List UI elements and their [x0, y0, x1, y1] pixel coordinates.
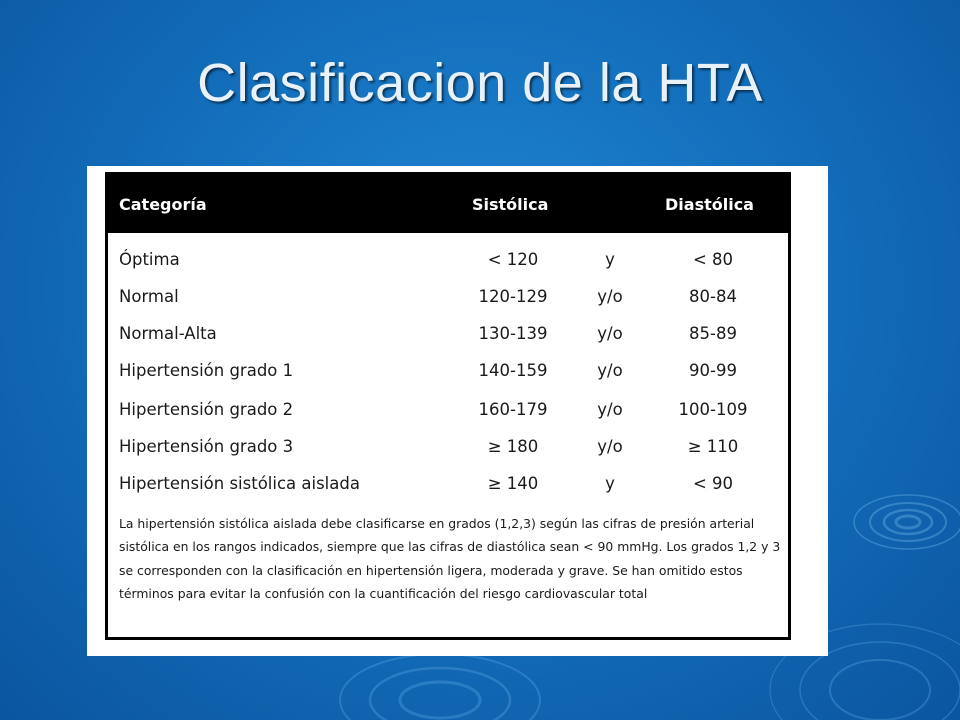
ripple-ring [340, 654, 540, 720]
conjunction-cell: y/o [597, 324, 623, 343]
header-category: Categoría [119, 195, 207, 214]
systolic-cell: < 120 [487, 250, 539, 269]
diastolic-cell: ≥ 110 [687, 437, 739, 456]
classification-table [105, 172, 791, 640]
table-header [108, 175, 788, 233]
ripple-ring [870, 503, 946, 541]
classification-table-image [87, 166, 828, 656]
diastolic-cell: 85-89 [689, 324, 737, 343]
header-diastolic: Diastólica [665, 195, 754, 214]
table-row [108, 400, 788, 430]
diastolic-cell: 80-84 [689, 287, 737, 306]
table-row [108, 250, 788, 280]
conjunction-cell: y/o [597, 437, 623, 456]
diastolic-cell: 100-109 [678, 400, 748, 419]
ripple-ring [854, 495, 960, 549]
diastolic-cell: 90-99 [689, 361, 737, 380]
systolic-cell: 140-159 [478, 361, 548, 380]
diastolic-cell: < 80 [692, 250, 734, 269]
table-row [108, 324, 788, 354]
ripple-ring [370, 668, 510, 720]
category-cell: Normal [119, 287, 179, 306]
systolic-cell: 120-129 [478, 287, 548, 306]
conjunction-cell: y/o [597, 287, 623, 306]
ripple-ring [884, 510, 932, 534]
category-cell: Hipertensión grado 1 [119, 361, 294, 380]
category-cell: Hipertensión sistólica aislada [119, 474, 360, 493]
conjunction-cell: y [605, 474, 615, 493]
category-cell: Hipertensión grado 3 [119, 437, 294, 456]
ripple-ring [896, 516, 920, 528]
systolic-cell: ≥ 140 [487, 474, 539, 493]
category-cell: Óptima [119, 250, 180, 269]
systolic-cell: 160-179 [478, 400, 548, 419]
table-row [108, 437, 788, 467]
ripple-ring [830, 660, 930, 720]
table-row [108, 361, 788, 391]
category-cell: Hipertensión grado 2 [119, 400, 294, 419]
conjunction-cell: y/o [597, 400, 623, 419]
slide-title: Clasificacion de la HTA [197, 53, 763, 113]
conjunction-cell: y/o [597, 361, 623, 380]
ripple-ring [400, 682, 480, 718]
conjunction-cell: y [605, 250, 615, 269]
category-cell: Normal-Alta [119, 324, 217, 343]
header-systolic: Sistólica [472, 195, 549, 214]
table-footnote: La hipertensión sistólica aislada debe clasificarse en grados (1,2,3) según las cifras de presión arterial sistólica en los rangos indicados, siempre que las cifras de diastólica sean < 90 mmHg. Los grados 1,2 y 3 se corresponden con la clasificación en hipertensión ligera, moderada y grave. Se han omitido estos términos para evitar la confusión con la cuantificación del riesgo cardiovascular total [119, 516, 781, 602]
table-row [108, 474, 788, 504]
diastolic-cell: < 90 [692, 474, 734, 493]
table-row [108, 287, 788, 317]
systolic-cell: ≥ 180 [487, 437, 539, 456]
systolic-cell: 130-139 [478, 324, 548, 343]
